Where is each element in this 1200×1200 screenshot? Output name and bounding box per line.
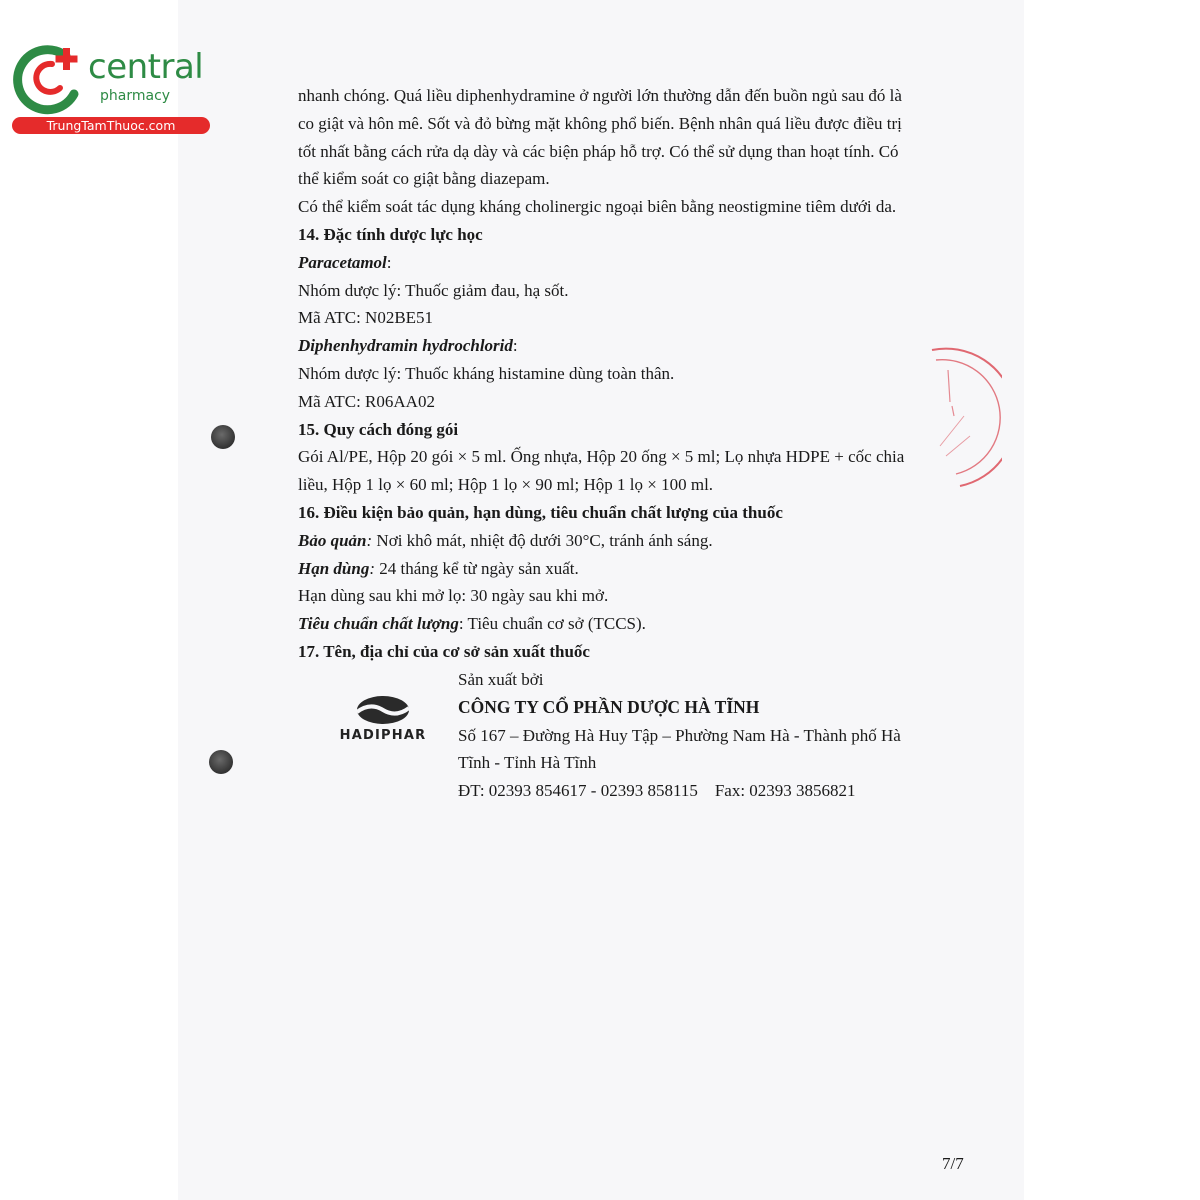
hadiphar-emblem-icon [330, 694, 436, 728]
address-line-2: Tĩnh - Tỉnh Hà Tĩnh [458, 753, 597, 773]
storage-value: Nơi khô mát, nhiệt độ dưới 30°C, tránh ánh sáng. [372, 530, 713, 550]
company-name: CÔNG TY CỔ PHẦN DƯỢC HÀ TĨNH [458, 696, 760, 717]
made-by: Sản xuất bởi [458, 670, 544, 689]
text-line: co giật và hôn mê. Sốt và đỏ bừng mặt không phổ biến. Bệnh nhân quá liều được điều trị [298, 113, 902, 133]
drug-1-heading: Paracetamol: [298, 252, 392, 272]
page-number: 7/7 [942, 1154, 964, 1173]
pharmacy-cross-icon [10, 38, 90, 118]
hadiphar-logo [330, 694, 436, 748]
drug-2-heading: Diphenhydramin hydrochlorid: [298, 336, 518, 356]
drug-2-group: Nhóm dược lý: Thuốc kháng histamine dùng toàn thân. [298, 363, 675, 383]
brand-url: TrungTamThuoc.com [12, 117, 210, 134]
document-body [298, 82, 970, 666]
packaging-line-2: liều, Hộp 1 lọ × 60 ml; Hộp 1 lọ × 90 ml; Hộp 1 lọ × 100 ml. [298, 475, 714, 495]
drug-2-atc: Mã ATC: R06AA02 [298, 391, 435, 411]
address-line-1: Số 167 – Đường Hà Huy Tập – Phường Nam Hà - Thành phố Hà [458, 725, 901, 745]
brand-name: central [88, 47, 204, 87]
section-16-title: 16. Điều kiện bảo quản, hạn dùng, tiêu chuẩn chất lượng của thuốc [298, 502, 783, 522]
drug-1-atc: Mã ATC: N02BE51 [298, 308, 434, 328]
section-15-title: 15. Quy cách đóng gói [298, 419, 459, 439]
drug-1-group: Nhóm dược lý: Thuốc giảm đau, hạ sốt. [298, 280, 569, 300]
section-14-title: 14. Đặc tính dược lực học [298, 224, 483, 244]
expiry-line: Hạn dùng: 24 tháng kể từ ngày sản xuất. [298, 558, 579, 578]
expiry-value: 24 tháng kể từ ngày sản xuất. [375, 558, 579, 578]
text-line: Có thể kiểm soát tác dụng kháng cholinergic ngoại biên bằng neostigmine tiêm dưới da. [298, 197, 897, 217]
text-line: thể kiểm soát co giật bằng diazepam. [298, 169, 550, 189]
expiry-label: Hạn dùng [298, 558, 370, 578]
storage-label: Bảo quản [298, 530, 367, 550]
central-pharmacy-logo [10, 38, 215, 138]
punch-hole [209, 750, 233, 774]
drug-2-name: Diphenhydramin hydrochlorid [298, 336, 513, 356]
drug-1-name: Paracetamol [298, 252, 387, 272]
brand-sub: pharmacy [100, 88, 171, 104]
punch-hole [211, 425, 235, 449]
quality-line: Tiêu chuẩn chất lượng: Tiêu chuẩn cơ sở (TCCS). [298, 614, 646, 634]
after-open-line: Hạn dùng sau khi mở lọ: 30 ngày sau khi mở. [298, 586, 609, 606]
quality-value: Tiêu chuẩn cơ sở (TCCS). [463, 614, 646, 634]
manufacturer-block [458, 666, 968, 805]
text-line: nhanh chóng. Quá liều diphenhydramine ở người lớn thường dẫn đến buồn ngủ sau đó là [298, 86, 902, 105]
text-line: tốt nhất bằng cách rửa dạ dày và các biện pháp hỗ trợ. Có thể sử dụng than hoạt tính. Có [298, 141, 899, 161]
section-17-title: 17. Tên, địa chỉ của cơ sở sản xuất thuốc [298, 641, 590, 661]
packaging-line-1: Gói Al/PE, Hộp 20 gói × 5 ml. Ống nhựa, Hộp 20 ống × 5 ml; Lọ nhựa HDPE + cốc chia [298, 447, 905, 467]
storage-line: Bảo quản: Nơi khô mát, nhiệt độ dưới 30°C, tránh ánh sáng. [298, 530, 713, 550]
hadiphar-logo-text: HADIPHAR [339, 728, 427, 743]
phone-fax: ĐT: 02393 854617 - 02393 858115 Fax: 02393 3856821 [458, 781, 856, 801]
quality-label: Tiêu chuẩn chất lượng [298, 614, 459, 634]
